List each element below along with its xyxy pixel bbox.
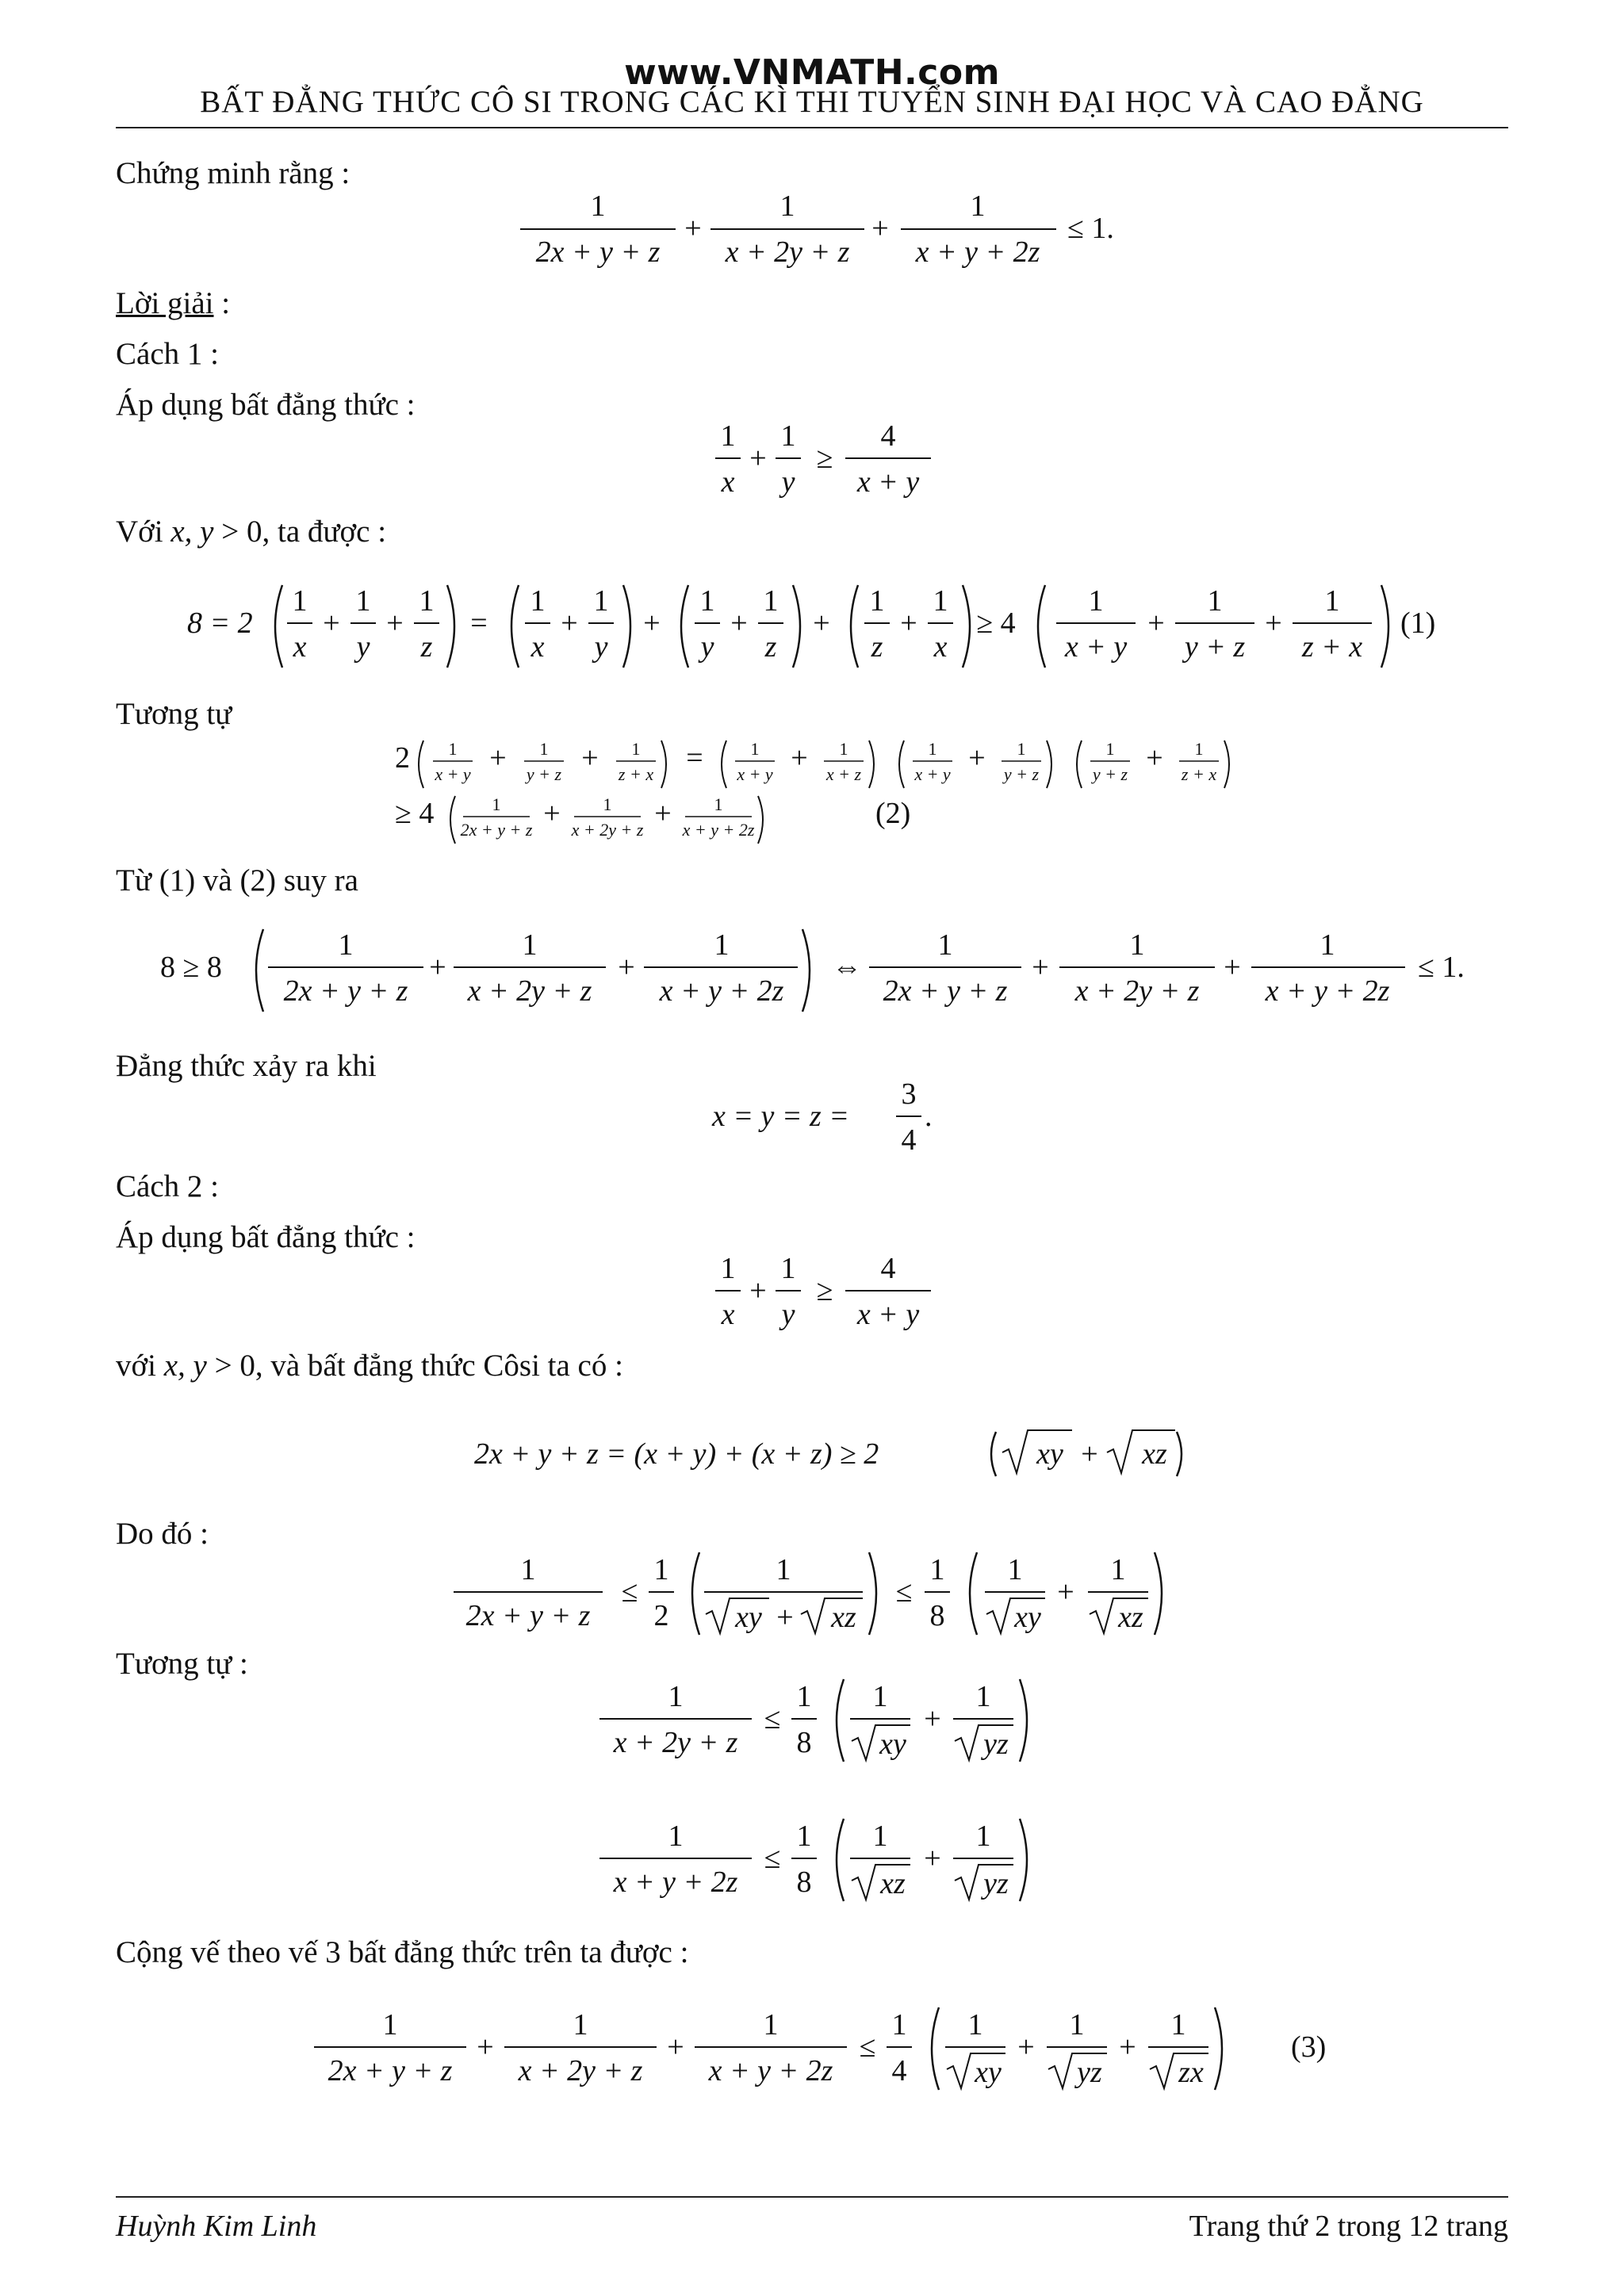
svg-text:3: 3 [901, 1077, 917, 1111]
footer-divider [116, 2196, 1508, 2198]
svg-text:1: 1 [763, 2008, 779, 2042]
svg-text:1: 1 [292, 584, 308, 618]
svg-text:xy: xy [1014, 1601, 1041, 1634]
svg-text:+: + [489, 741, 507, 775]
svg-text:1: 1 [590, 189, 606, 223]
svg-text:x: x [933, 630, 948, 664]
svg-text:1: 1 [492, 794, 501, 814]
svg-text:yz: yz [983, 1728, 1009, 1761]
svg-text:z: z [764, 630, 777, 664]
svg-text:1: 1 [448, 739, 458, 759]
prove-label: Chứng minh rằng : [116, 156, 350, 190]
svg-text:≤: ≤ [859, 2030, 876, 2064]
svg-text:+: + [730, 607, 748, 640]
svg-text:1: 1 [872, 1680, 888, 1713]
svg-text:≤ 1.: ≤ 1. [1418, 951, 1465, 984]
svg-text:2: 2 [395, 741, 410, 775]
svg-text:x + y: x + y [1064, 630, 1128, 664]
svg-text:xz: xz [880, 1867, 906, 1900]
svg-text:1: 1 [1129, 928, 1145, 962]
svg-text:≤: ≤ [895, 1575, 913, 1609]
svg-text:+: + [543, 797, 561, 830]
svg-text:4: 4 [880, 1252, 896, 1285]
svg-text:y + z: y + z [526, 764, 562, 784]
svg-text:4: 4 [891, 2054, 907, 2087]
svg-text:1: 1 [1088, 584, 1104, 618]
svg-text:+: + [643, 607, 661, 640]
svg-text:+: + [654, 797, 672, 830]
svg-text:x + 2y + z: x + 2y + z [467, 974, 592, 1008]
svg-text:≤: ≤ [764, 1842, 781, 1875]
svg-text:+: + [561, 607, 578, 640]
svg-text:4: 4 [901, 1123, 917, 1157]
svg-text:x + y + 2z: x + y + 2z [708, 2054, 833, 2087]
svg-text:1: 1 [668, 1820, 684, 1853]
svg-text:1: 1 [776, 1553, 791, 1586]
svg-text:⇔: ⇔ [832, 951, 862, 984]
svg-text:≥ 4: ≥ 4 [976, 607, 1016, 640]
svg-text:y: y [781, 465, 795, 499]
svg-text:+: + [684, 212, 702, 245]
svg-text:x + y: x + y [856, 465, 920, 499]
svg-text:x + y: x + y [856, 1298, 920, 1331]
svg-text:x: x [721, 465, 735, 499]
with1-a: Với [116, 515, 171, 549]
svg-text:+: + [618, 951, 635, 984]
svg-text:x + 2y + z: x + 2y + z [518, 2054, 643, 2087]
svg-text:1: 1 [975, 1680, 991, 1713]
svg-text:1: 1 [1324, 584, 1340, 618]
equation-3 [314, 2007, 1326, 2090]
svg-text:8: 8 [796, 1726, 812, 1759]
svg-text:+: + [813, 607, 830, 640]
svg-text:xz: xz [1142, 1437, 1167, 1471]
svg-text:x + 2y + z: x + 2y + z [1074, 974, 1200, 1008]
sum-up-label: Cộng vế theo vế 3 bất đẳng thức trên ta được : [116, 1935, 689, 1969]
svg-text:.: . [925, 1100, 933, 1133]
footer-author: Huỳnh Kim Linh [116, 2210, 317, 2243]
svg-text:(1): (1) [1400, 607, 1436, 640]
svg-text:8: 8 [796, 1866, 812, 1899]
svg-text:x + y + 2z: x + y + 2z [682, 820, 755, 840]
svg-text:1: 1 [522, 928, 538, 962]
svg-text:1: 1 [699, 584, 715, 618]
svg-text:≤: ≤ [764, 1702, 781, 1735]
way1-label: Cách 1 : [116, 337, 219, 371]
svg-text:y: y [700, 630, 714, 664]
svg-text:2x + y + z: 2x + y + z [283, 974, 408, 1008]
svg-text:1: 1 [1320, 928, 1335, 962]
svg-text:1: 1 [839, 739, 848, 759]
svg-text:+: + [429, 951, 446, 984]
svg-text:+: + [749, 1274, 767, 1307]
therefore-label: Do đó : [116, 1517, 209, 1551]
svg-text:x + y: x + y [435, 764, 471, 784]
svg-text:1: 1 [714, 794, 723, 814]
svg-text:+: + [1224, 951, 1241, 984]
svg-text:+: + [871, 212, 889, 245]
svg-text:1: 1 [780, 419, 796, 453]
with2-b: x, y [163, 1349, 207, 1383]
svg-text:+: + [1017, 2030, 1035, 2064]
inequality-bound-1 [454, 1552, 1162, 1635]
svg-text:z + x: z + x [1181, 764, 1217, 784]
svg-text:1: 1 [750, 739, 760, 759]
svg-text:1: 1 [520, 1553, 536, 1586]
svg-text:x + 2y + z: x + 2y + z [725, 235, 850, 269]
svg-text:2: 2 [653, 1599, 669, 1632]
svg-text:xz: xz [1118, 1601, 1143, 1634]
solution-colon: : [213, 286, 231, 320]
svg-text:1: 1 [539, 739, 549, 759]
svg-text:+: + [749, 442, 767, 475]
svg-text:(2): (2) [875, 797, 911, 830]
with2-c: > 0, và bất đẳng thức Côsi ta có : [206, 1349, 623, 1383]
similar2-label: Tương tự : [116, 1647, 248, 1681]
svg-text:+: + [1032, 951, 1049, 984]
svg-text:x: x [293, 630, 307, 664]
svg-text:=: = [686, 741, 703, 775]
lemma-2 [715, 1252, 931, 1331]
svg-text:8 = 2: 8 = 2 [187, 607, 253, 640]
svg-text:xy: xy [879, 1728, 906, 1761]
with2-a: với [116, 1349, 164, 1383]
svg-text:zx: zx [1178, 2056, 1204, 2089]
svg-text:8: 8 [929, 1599, 945, 1632]
svg-text:1: 1 [1110, 1553, 1126, 1586]
page-header: BẤT ĐẲNG THỨC CÔ SI TRONG CÁC KÌ THI TUYỂN SINH ĐẠI HỌC VÀ CAO ĐẲNG [200, 85, 1424, 119]
svg-text:1: 1 [929, 1553, 945, 1586]
svg-text:+: + [1265, 607, 1282, 640]
equality-label: Đẳng thức xảy ra khi [116, 1049, 377, 1083]
svg-text:≤: ≤ [621, 1575, 638, 1609]
svg-text:2x + y + z: 2x + y + z [460, 820, 533, 840]
svg-text:x + y + 2z: x + y + 2z [659, 974, 784, 1008]
svg-text:xz: xz [831, 1601, 856, 1634]
svg-text:1: 1 [975, 1820, 991, 1853]
svg-text:x + y + 2z: x + y + 2z [613, 1866, 738, 1899]
svg-text:1: 1 [933, 584, 948, 618]
svg-text:y + z: y + z [1092, 764, 1128, 784]
svg-text:1: 1 [937, 928, 953, 962]
svg-text:≤ 1.: ≤ 1. [1067, 212, 1114, 245]
svg-text:1: 1 [603, 794, 612, 814]
svg-text:1: 1 [419, 584, 435, 618]
svg-text:y: y [594, 630, 608, 664]
similar1-label: Tương tự [116, 697, 232, 731]
svg-text:+: + [968, 741, 986, 775]
svg-text:1: 1 [355, 584, 371, 618]
svg-text:1: 1 [869, 584, 885, 618]
svg-text:1: 1 [631, 739, 641, 759]
svg-text:2x + y + z = (x + y) + (x + z): 2x + y + z = (x + y) + (x + z) ≥ 2 [474, 1437, 879, 1471]
svg-text:yz: yz [983, 1867, 1009, 1900]
svg-text:1: 1 [668, 1680, 684, 1713]
svg-text:z: z [871, 630, 883, 664]
svg-text:1: 1 [338, 928, 354, 962]
svg-text:2x + y + z: 2x + y + z [465, 1599, 591, 1632]
svg-text:z + x: z + x [1301, 630, 1363, 664]
svg-text:1: 1 [763, 584, 779, 618]
svg-text:x + y + 2z: x + y + 2z [1265, 974, 1390, 1008]
equation-2 [395, 739, 1229, 844]
solution-label: Lời giải [116, 286, 214, 320]
svg-text:1: 1 [653, 1553, 669, 1586]
svg-text:yz: yz [1077, 2056, 1102, 2089]
svg-text:1: 1 [573, 2008, 588, 2042]
svg-text:y: y [356, 630, 370, 664]
svg-text:x + 2y + z: x + 2y + z [613, 1726, 738, 1759]
svg-text:1: 1 [1170, 2008, 1186, 2042]
svg-text:1: 1 [779, 189, 795, 223]
svg-text:1: 1 [872, 1820, 888, 1853]
svg-text:z + x: z + x [618, 764, 654, 784]
apply2-label: Áp dụng bất đẳng thức : [116, 1220, 416, 1254]
svg-text:1: 1 [530, 584, 546, 618]
svg-text:+: + [791, 741, 808, 775]
svg-text:1: 1 [1007, 1553, 1023, 1586]
svg-text:+: + [1147, 607, 1165, 640]
inequality-main [520, 189, 1114, 269]
svg-text:1: 1 [928, 739, 937, 759]
svg-text:1: 1 [796, 1680, 812, 1713]
svg-text:+: + [1146, 741, 1163, 775]
svg-text:1: 1 [780, 1252, 796, 1285]
svg-text:2x + y + z: 2x + y + z [883, 974, 1008, 1008]
svg-text:+: + [924, 1842, 941, 1875]
svg-text:+: + [1119, 2030, 1136, 2064]
svg-text:1: 1 [1069, 2008, 1085, 2042]
svg-text:1: 1 [891, 2008, 907, 2042]
svg-text:x: x [721, 1298, 735, 1331]
svg-text:x + y: x + y [914, 764, 951, 784]
svg-text:+: + [386, 607, 404, 640]
svg-text:+: + [1057, 1575, 1074, 1609]
svg-text:z: z [420, 630, 433, 664]
svg-text:1: 1 [720, 1252, 736, 1285]
lemma-1 [715, 419, 931, 499]
svg-text:+: + [323, 607, 340, 640]
footer-page-number: Trang thứ 2 trong 12 trang [1189, 2210, 1508, 2243]
svg-text:x + 2y + z: x + 2y + z [571, 820, 644, 840]
svg-text:1: 1 [970, 189, 986, 223]
svg-text:1: 1 [714, 928, 730, 962]
svg-text:≥: ≥ [816, 1274, 833, 1307]
svg-text:y + z: y + z [1003, 764, 1040, 784]
svg-text:x + z: x + z [825, 764, 862, 784]
watermark: www.VNMATH.com [624, 52, 1000, 93]
svg-text:1: 1 [720, 419, 736, 453]
svg-text:xy: xy [1036, 1437, 1063, 1471]
svg-text:=: = [470, 607, 488, 640]
inequality-bound-3 [599, 1819, 1027, 1901]
svg-text:1: 1 [1207, 584, 1223, 618]
svg-text:x + y + 2z: x + y + 2z [915, 235, 1040, 269]
svg-text:≥ 4: ≥ 4 [395, 797, 435, 830]
svg-text:+: + [581, 741, 599, 775]
equation-combined [160, 928, 1465, 1012]
svg-text:y: y [781, 1298, 795, 1331]
inequality-bound-2 [599, 1679, 1027, 1762]
svg-text:4: 4 [880, 419, 896, 453]
apply1-label: Áp dụng bất đẳng thức : [116, 388, 416, 422]
svg-text:+: + [900, 607, 917, 640]
from12-label: Từ (1) và (2) suy ra [116, 863, 358, 897]
svg-text:1: 1 [1105, 739, 1115, 759]
svg-text:+: + [776, 1601, 794, 1634]
way2-label: Cách 2 : [116, 1169, 219, 1203]
svg-text:+: + [1081, 1437, 1098, 1471]
svg-text:y + z: y + z [1184, 630, 1246, 664]
svg-text:+: + [924, 1702, 941, 1735]
svg-text:8 ≥ 8: 8 ≥ 8 [160, 951, 222, 984]
equality-case [711, 1077, 933, 1157]
svg-text:1: 1 [1194, 739, 1204, 759]
svg-text:1: 1 [382, 2008, 398, 2042]
svg-text:1: 1 [593, 584, 609, 618]
svg-text:1: 1 [796, 1820, 812, 1853]
svg-text:2x + y + z: 2x + y + z [327, 2054, 453, 2087]
svg-text:2x + y + z: 2x + y + z [535, 235, 661, 269]
cosi-inequality [474, 1430, 1182, 1476]
svg-text:+: + [477, 2030, 494, 2064]
svg-text:(3): (3) [1291, 2030, 1327, 2064]
svg-text:1: 1 [967, 2008, 983, 2042]
with1-b: x, y [170, 515, 214, 549]
svg-text:x: x [530, 630, 545, 664]
with1-c: > 0, ta được : [213, 515, 387, 549]
svg-text:xy: xy [735, 1601, 762, 1634]
svg-text:xy: xy [975, 2056, 1002, 2089]
svg-text:≥: ≥ [816, 442, 833, 475]
equation-1 [187, 584, 1435, 668]
svg-text:1: 1 [1017, 739, 1026, 759]
svg-text:x + y: x + y [737, 764, 773, 784]
svg-text:+: + [667, 2030, 684, 2064]
svg-text:x = y = z =: x = y = z = [712, 1100, 849, 1133]
